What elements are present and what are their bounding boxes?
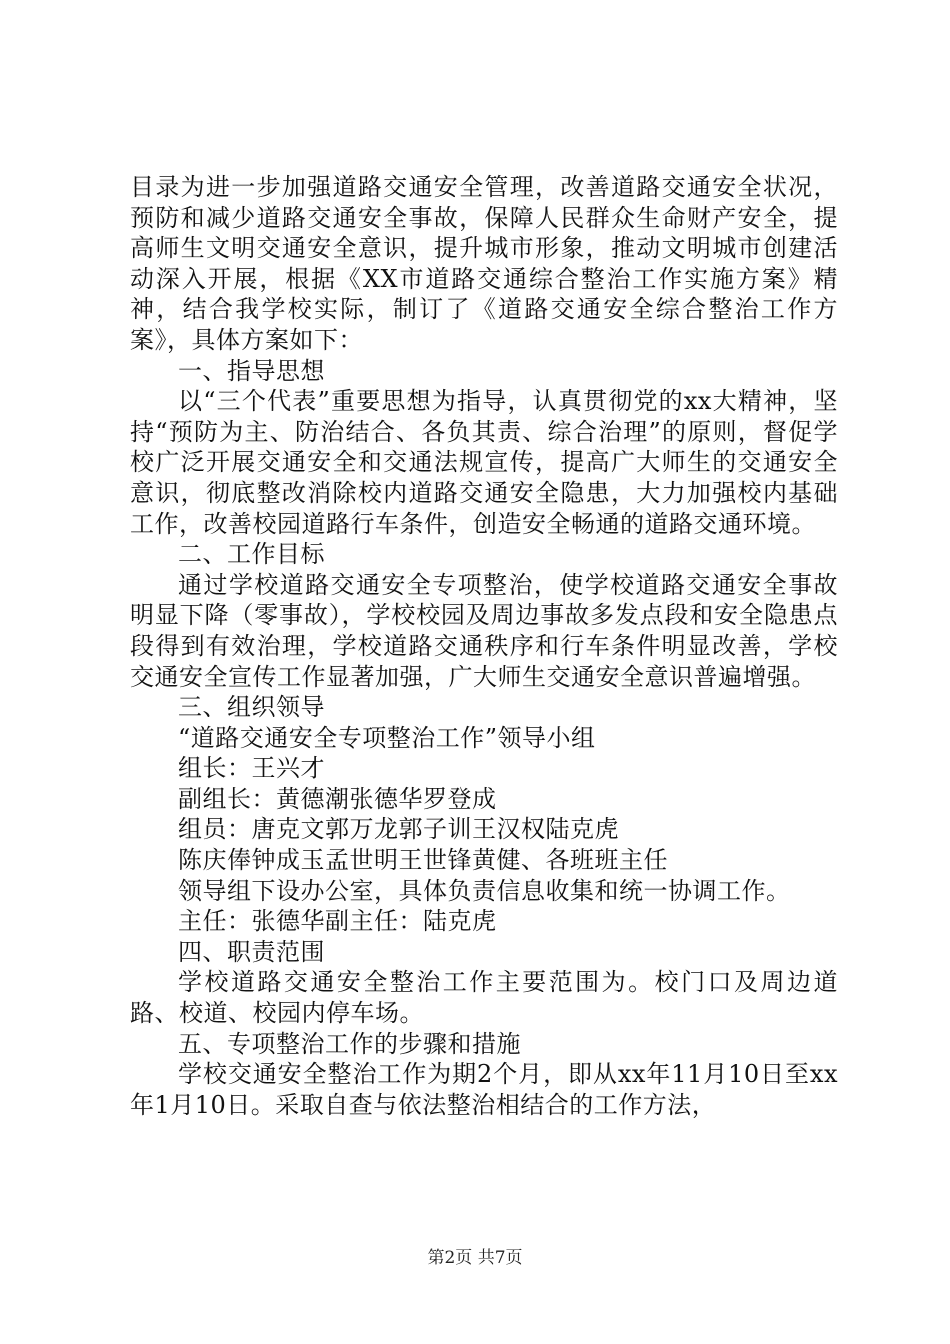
section-heading-steps-measures: 五、专项整治工作的步骤和措施 [178,1029,521,1058]
section-heading-scope: 四、职责范围 [178,937,325,966]
page-footer: 第2页 共7页 [427,1248,523,1268]
paragraph-work-goals: 通过学校道路交通安全专项整治，使学校道路交通安全事故明显下降（零事故），学校校园及周边事故多发点段和安全隐患点段得到有效治理，学校道路交通秩序和行车条件明显改善，学校交通安全宣传工作显著加强，广大师生交通安全意识普遍增强。 [130,570,838,691]
document-body [130,172,838,1120]
paragraph-group-leader: 组长：王兴才 [178,754,325,783]
paragraph-office: 领导组下设办公室，具体负责信息收集和统一协调工作。 [178,876,791,905]
paragraph-leading-group: “道路交通安全专项整治工作”领导小组 [178,723,596,752]
section-heading-guiding-ideology: 一、指导思想 [178,356,325,385]
paragraph-deputy-leaders: 副组长：黄德潮张德华罗登成 [178,784,497,813]
paragraph-guiding-ideology: 以“三个代表”重要思想为指导，认真贯彻党的xx大精神，坚持“预防为主、防治结合、各负其责、综合治理”的原则，督促学校广泛开展交通安全和交通法规宣传，提高广大师生的交通安全意识，彻底整改消除校内道路交通安全隐患，大力加强校内基础工作，改善校园道路行车条件，创造安全畅通的道路交通环境。 [130,387,838,538]
paragraph-director: 主任：张德华副主任：陆克虎 [178,907,497,936]
paragraph-steps-measures: 学校交通安全整治工作为期2个月，即从xx年11月10日至xx年1月10日。采取自查与依法整治相结合的工作方法， [130,1060,838,1119]
paragraph-scope: 学校道路交通安全整治工作主要范围为。校门口及周边道路、校道、校园内停车场。 [130,968,838,1028]
section-heading-work-goals: 二、工作目标 [178,540,325,569]
section-heading-organization: 三、组织领导 [178,693,325,722]
paragraph-intro: 目录为进一步加强道路交通安全管理，改善道路交通安全状况，预防和减少道路交通安全事故，保障人民群众生命财产安全，提高师生文明交通安全意识，提升城市形象，推动文明城市创建活动深入开展，根据《XX市道路交通综合整治工作实施方案》精神，结合我学校实际，制订了《道路交通安全综合整治工作方案》，具体方案如下： [130,173,838,354]
paragraph-members: 组员：唐克文郭万龙郭子训王汉权陆克虎 [178,815,619,844]
paragraph-members-continued: 陈庆俸钟成玉孟世明王世锋黄健、各班班主任 [178,846,668,875]
